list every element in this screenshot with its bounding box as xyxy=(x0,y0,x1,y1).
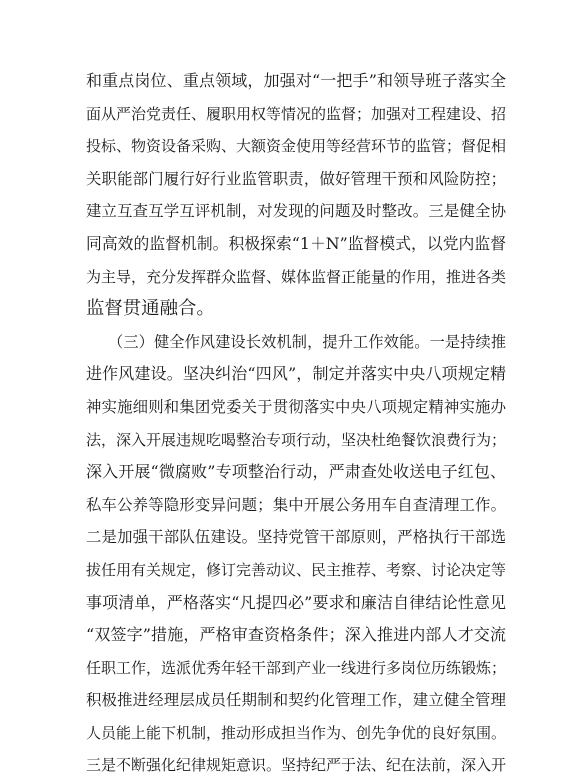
text-line: （三）健全作风建设长效机制，提升工作效能。一是持续推 xyxy=(108,332,506,351)
text-line: 同高效的监督机制。积极探索“1＋N”监督模式，以党内监督 xyxy=(86,233,506,253)
body-text xyxy=(86,65,506,782)
text-line: 积极推进经理层成员任期制和契约化管理工作，建立健全管理 xyxy=(86,691,506,710)
text-line: “双签字”措施，严格审查资格条件；深入推进内部人才交流 xyxy=(86,625,506,645)
text-line: 法，深入开展违规吃喝整治专项行动，坚决杜绝餐饮浪费行为； xyxy=(86,430,507,449)
text-line: 建立互查互学互评机制，对发现的问题及时整改。三是健全协 xyxy=(86,202,506,221)
text-line: 事项清单，严格落实“凡提四必”要求和廉洁自律结论性意见 xyxy=(86,592,506,612)
text-line: 为主导，充分发挥群众监督、媒体监督正能量的作用，推进各类 xyxy=(86,267,507,286)
text-line: 二是加强干部队伍建设。坚持党管干部原则，严格执行干部选 xyxy=(86,528,506,547)
text-line: 关职能部门履行好行业监管职责，做好管理干预和风险防控； xyxy=(86,169,506,188)
text-line: 私车公养等隐形变异问题；集中开展公务用车自查清理工作。 xyxy=(86,495,506,514)
text-line: 三是不断强化纪律规矩意识。坚持纪严于法、纪在法前，深入开 xyxy=(86,756,507,775)
text-line: 神实施细则和集团党委关于贯彻落实中央八项规定精神实施办 xyxy=(86,397,506,416)
text-line: 监督贯通融合。 xyxy=(86,298,215,320)
text-line: 任职工作，选派优秀年轻干部到产业一线进行多岗位历练锻炼； xyxy=(86,658,507,677)
text-line: 投标、物资设备采购、大额资金使用等经营环节的监管；督促相 xyxy=(86,137,507,156)
text-line: 深入开展“微腐败”专项整治行动，严肃查处收送电子红包、 xyxy=(86,462,506,482)
text-line: 面从严治党责任、履职用权等情况的监督；加强对工程建设、招 xyxy=(86,104,507,123)
text-line: 拔任用有关规定，修订完善动议、民主推荐、考察、讨论决定等 xyxy=(86,560,507,579)
text-line: 人员能上能下机制，推动形成担当作为、创先争优的良好氛围。 xyxy=(86,723,507,742)
text-line: 进作风建设。坚决纠治“四风”，制定并落实中央八项规定精 xyxy=(86,364,506,384)
text-line: 和重点岗位、重点领域，加强对“一把手”和领导班子落实全 xyxy=(86,71,506,90)
